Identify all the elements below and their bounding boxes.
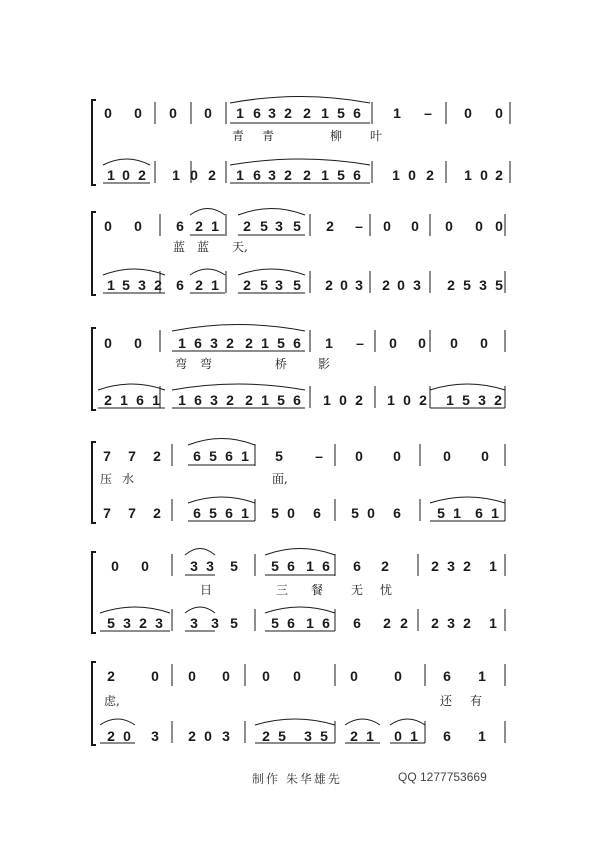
lyric: 青	[262, 129, 275, 143]
system-bracket	[92, 100, 96, 185]
note: 3	[123, 615, 131, 631]
note: 2	[350, 728, 358, 744]
note: 5	[230, 558, 238, 574]
note: 6	[225, 448, 233, 464]
note: 6	[322, 615, 330, 631]
note: 1	[464, 167, 472, 183]
slur	[255, 719, 335, 725]
note: 0	[134, 218, 142, 234]
slur	[100, 719, 135, 725]
note: 1	[478, 668, 486, 684]
slur	[98, 384, 165, 390]
note: 0	[134, 335, 142, 351]
slur	[190, 269, 225, 275]
note: 5	[260, 277, 268, 293]
note: 5	[293, 218, 301, 234]
slur	[100, 607, 170, 613]
note: 5	[209, 505, 217, 521]
note: 0	[367, 505, 375, 521]
note: 0	[475, 218, 483, 234]
note: –	[315, 448, 323, 464]
note: 0	[383, 218, 391, 234]
note: 0	[394, 728, 402, 744]
note: 2	[495, 167, 503, 183]
note: 2	[107, 668, 115, 684]
note: 5	[122, 277, 130, 293]
lyric: 水	[122, 472, 135, 486]
note: 2	[303, 105, 311, 121]
note: 3	[151, 728, 159, 744]
note: 1	[393, 105, 401, 121]
qq-number: QQ 1277753669	[398, 770, 487, 784]
note: 5	[278, 728, 286, 744]
note: 5	[230, 615, 238, 631]
note: 0	[481, 448, 489, 464]
note: 6	[287, 615, 295, 631]
note: 0	[418, 335, 426, 351]
note: 3	[138, 277, 146, 293]
note: 5	[277, 392, 285, 408]
note: 5	[260, 218, 268, 234]
slur	[172, 384, 305, 390]
note: 2	[154, 277, 162, 293]
note: 5	[351, 505, 359, 521]
lyric: 餐	[311, 583, 324, 597]
note: 5	[337, 105, 345, 121]
lyric: 还	[440, 694, 453, 708]
note: 2	[153, 448, 161, 464]
note: 1	[410, 728, 418, 744]
lyric: 有	[470, 694, 483, 708]
note: 5	[320, 728, 328, 744]
note: 2	[284, 167, 292, 183]
note: 0	[339, 392, 347, 408]
note: 0	[287, 505, 295, 521]
note: 1	[152, 392, 160, 408]
note: 1	[261, 392, 269, 408]
lyric: 柳	[330, 129, 343, 143]
note: 0	[262, 668, 270, 684]
lyric: 青	[232, 129, 245, 143]
note: 6	[475, 505, 483, 521]
note: 2	[494, 392, 502, 408]
note: 2	[431, 615, 439, 631]
lyric: 叶	[370, 129, 383, 143]
note: 6	[176, 218, 184, 234]
note: 3	[268, 167, 276, 183]
note: 6	[353, 615, 361, 631]
lyric: 面,	[272, 472, 288, 486]
note: 1	[387, 392, 395, 408]
note: 2	[139, 615, 147, 631]
note: 1	[211, 277, 219, 293]
note: 2	[107, 728, 115, 744]
note: 0	[389, 335, 397, 351]
note: 0	[123, 728, 131, 744]
note: 0	[204, 728, 212, 744]
note: 3	[211, 615, 219, 631]
note: 2	[303, 167, 311, 183]
note: 1	[178, 335, 186, 351]
lyric: 日	[200, 583, 213, 597]
note: 1	[107, 277, 115, 293]
slur	[230, 97, 370, 104]
note: 0	[403, 392, 411, 408]
note: 2	[426, 167, 434, 183]
note: 0	[134, 105, 142, 121]
note: 5	[495, 277, 503, 293]
note: 1	[120, 392, 128, 408]
note: 2	[383, 615, 391, 631]
system-bracket	[92, 662, 96, 745]
note: 3	[155, 615, 163, 631]
credit-text: 制作 朱华雄先	[252, 772, 342, 786]
note: 0	[340, 277, 348, 293]
note: 1	[236, 167, 244, 183]
note: 1	[478, 728, 486, 744]
slur	[103, 269, 165, 275]
slur	[185, 607, 215, 613]
note: 0	[104, 218, 112, 234]
note: 6	[225, 505, 233, 521]
note: 0	[443, 448, 451, 464]
note: 5	[463, 277, 471, 293]
note: 2	[104, 392, 112, 408]
note: 5	[107, 615, 115, 631]
lyric: 影	[318, 357, 331, 371]
note: 0	[411, 218, 419, 234]
note: 2	[138, 167, 146, 183]
system-bracket	[92, 328, 96, 410]
note: 0	[104, 335, 112, 351]
note: 6	[313, 505, 321, 521]
slur	[172, 325, 305, 332]
system-bracket	[92, 442, 96, 523]
note: 0	[350, 668, 358, 684]
note: –	[356, 335, 364, 351]
note: 1	[261, 335, 269, 351]
note: 2	[463, 558, 471, 574]
note: 3	[478, 392, 486, 408]
note: 2	[431, 558, 439, 574]
note: 1	[321, 105, 329, 121]
note: 3	[275, 277, 283, 293]
lyric: 弯	[175, 357, 188, 371]
note: 2	[195, 218, 203, 234]
note: 2	[284, 105, 292, 121]
note: 0	[445, 218, 453, 234]
note: 2	[355, 392, 363, 408]
note: 6	[194, 335, 202, 351]
note: 3	[190, 615, 198, 631]
lyric: 三	[276, 583, 289, 597]
note: 6	[443, 668, 451, 684]
note: 5	[275, 448, 283, 464]
note: 3	[206, 558, 214, 574]
note: 3	[210, 392, 218, 408]
note: 5	[462, 392, 470, 408]
system-bracket	[92, 212, 96, 295]
note: 6	[194, 392, 202, 408]
note: 7	[128, 505, 136, 521]
note: 2	[226, 335, 234, 351]
note: 2	[382, 277, 390, 293]
note: –	[355, 218, 363, 234]
note: 2	[245, 392, 253, 408]
note: 6	[293, 392, 301, 408]
note: 3	[447, 558, 455, 574]
note: 6	[176, 277, 184, 293]
note: 0	[480, 335, 488, 351]
note: 0	[464, 105, 472, 121]
note: 1	[366, 728, 374, 744]
note: 1	[172, 167, 180, 183]
note: 2	[447, 277, 455, 293]
slur	[345, 719, 380, 725]
slur	[238, 269, 305, 275]
note: 1	[446, 392, 454, 408]
note: 6	[193, 505, 201, 521]
note: 3	[222, 728, 230, 744]
note: 6	[443, 728, 451, 744]
note: 2	[381, 558, 389, 574]
note: 2	[262, 728, 270, 744]
note: 0	[111, 558, 119, 574]
note: 0	[293, 668, 301, 684]
lyric: 桥	[275, 357, 288, 371]
lyric: 弯	[200, 357, 213, 371]
lyric: 蓝	[173, 240, 186, 254]
note: 1	[491, 505, 499, 521]
note: 3	[304, 728, 312, 744]
note: 1	[323, 392, 331, 408]
note: 5	[277, 335, 285, 351]
note: 5	[271, 615, 279, 631]
note: 0	[495, 218, 503, 234]
note: 0	[151, 668, 159, 684]
note: 0	[480, 167, 488, 183]
lyric: 天,	[232, 240, 248, 254]
note: 1	[236, 105, 244, 121]
lyric: 忧	[380, 583, 393, 597]
note: 0	[169, 105, 177, 121]
lyric: 蓝	[197, 240, 210, 254]
slur	[188, 439, 255, 446]
note: 1	[241, 505, 249, 521]
note: 7	[128, 448, 136, 464]
note: 5	[293, 277, 301, 293]
note: 0	[393, 448, 401, 464]
note: 2	[325, 277, 333, 293]
slur	[238, 209, 305, 216]
slur	[430, 384, 505, 390]
note: 6	[353, 167, 361, 183]
slur	[265, 607, 335, 613]
note: 2	[208, 167, 216, 183]
note: 1	[178, 392, 186, 408]
note: 6	[353, 558, 361, 574]
note: 6	[253, 167, 261, 183]
slur	[390, 719, 425, 725]
note: 5	[271, 558, 279, 574]
note: 3	[355, 277, 363, 293]
note: 6	[193, 448, 201, 464]
note: 0	[188, 668, 196, 684]
note: 0	[222, 668, 230, 684]
note: 1	[325, 335, 333, 351]
note: –	[424, 105, 432, 121]
note: 7	[103, 448, 111, 464]
note: 6	[322, 558, 330, 574]
lyric: 压	[100, 472, 113, 486]
slur	[103, 159, 150, 165]
note: 1	[241, 448, 249, 464]
note: 0	[104, 105, 112, 121]
note: 5	[437, 505, 445, 521]
slur	[265, 549, 335, 556]
note: 2	[226, 392, 234, 408]
note: 3	[479, 277, 487, 293]
note: 1	[211, 218, 219, 234]
note: 0	[397, 277, 405, 293]
note: 3	[447, 615, 455, 631]
note: 1	[321, 167, 329, 183]
note: 3	[413, 277, 421, 293]
note: 3	[190, 558, 198, 574]
system-bracket	[92, 552, 96, 633]
slur	[188, 497, 255, 503]
note: 2	[419, 392, 427, 408]
note: 3	[275, 218, 283, 234]
note: 3	[210, 335, 218, 351]
lyric: 虑,	[104, 694, 120, 708]
note: 5	[271, 505, 279, 521]
note: 2	[153, 505, 161, 521]
note: 6	[287, 558, 295, 574]
slur	[430, 497, 505, 503]
note: 6	[393, 505, 401, 521]
note: 3	[268, 105, 276, 121]
slur	[230, 159, 370, 165]
note: 6	[136, 392, 144, 408]
note: 2	[326, 218, 334, 234]
note: 1	[489, 615, 497, 631]
note: 2	[195, 277, 203, 293]
slur	[185, 549, 215, 556]
note: 2	[463, 615, 471, 631]
note: 2	[243, 218, 251, 234]
note: 0	[408, 167, 416, 183]
note: 0	[495, 105, 503, 121]
note: 2	[243, 277, 251, 293]
note: 6	[293, 335, 301, 351]
note: 0	[355, 448, 363, 464]
slur	[190, 209, 225, 216]
note: 2	[400, 615, 408, 631]
lyric: 无	[351, 583, 364, 597]
note: 2	[245, 335, 253, 351]
note: 1	[453, 505, 461, 521]
note: 2	[188, 728, 196, 744]
note: 0	[122, 167, 130, 183]
note: 1	[306, 558, 314, 574]
note: 0	[450, 335, 458, 351]
note: 0	[394, 668, 402, 684]
note: 6	[353, 105, 361, 121]
note: 6	[253, 105, 261, 121]
note: 1	[107, 167, 115, 183]
note: 1	[392, 167, 400, 183]
note: 5	[209, 448, 217, 464]
note: 1	[306, 615, 314, 631]
note: 0	[141, 558, 149, 574]
note: 5	[337, 167, 345, 183]
note: 1	[489, 558, 497, 574]
note: 0	[204, 105, 212, 121]
note: 0	[190, 167, 198, 183]
note: 7	[103, 505, 111, 521]
